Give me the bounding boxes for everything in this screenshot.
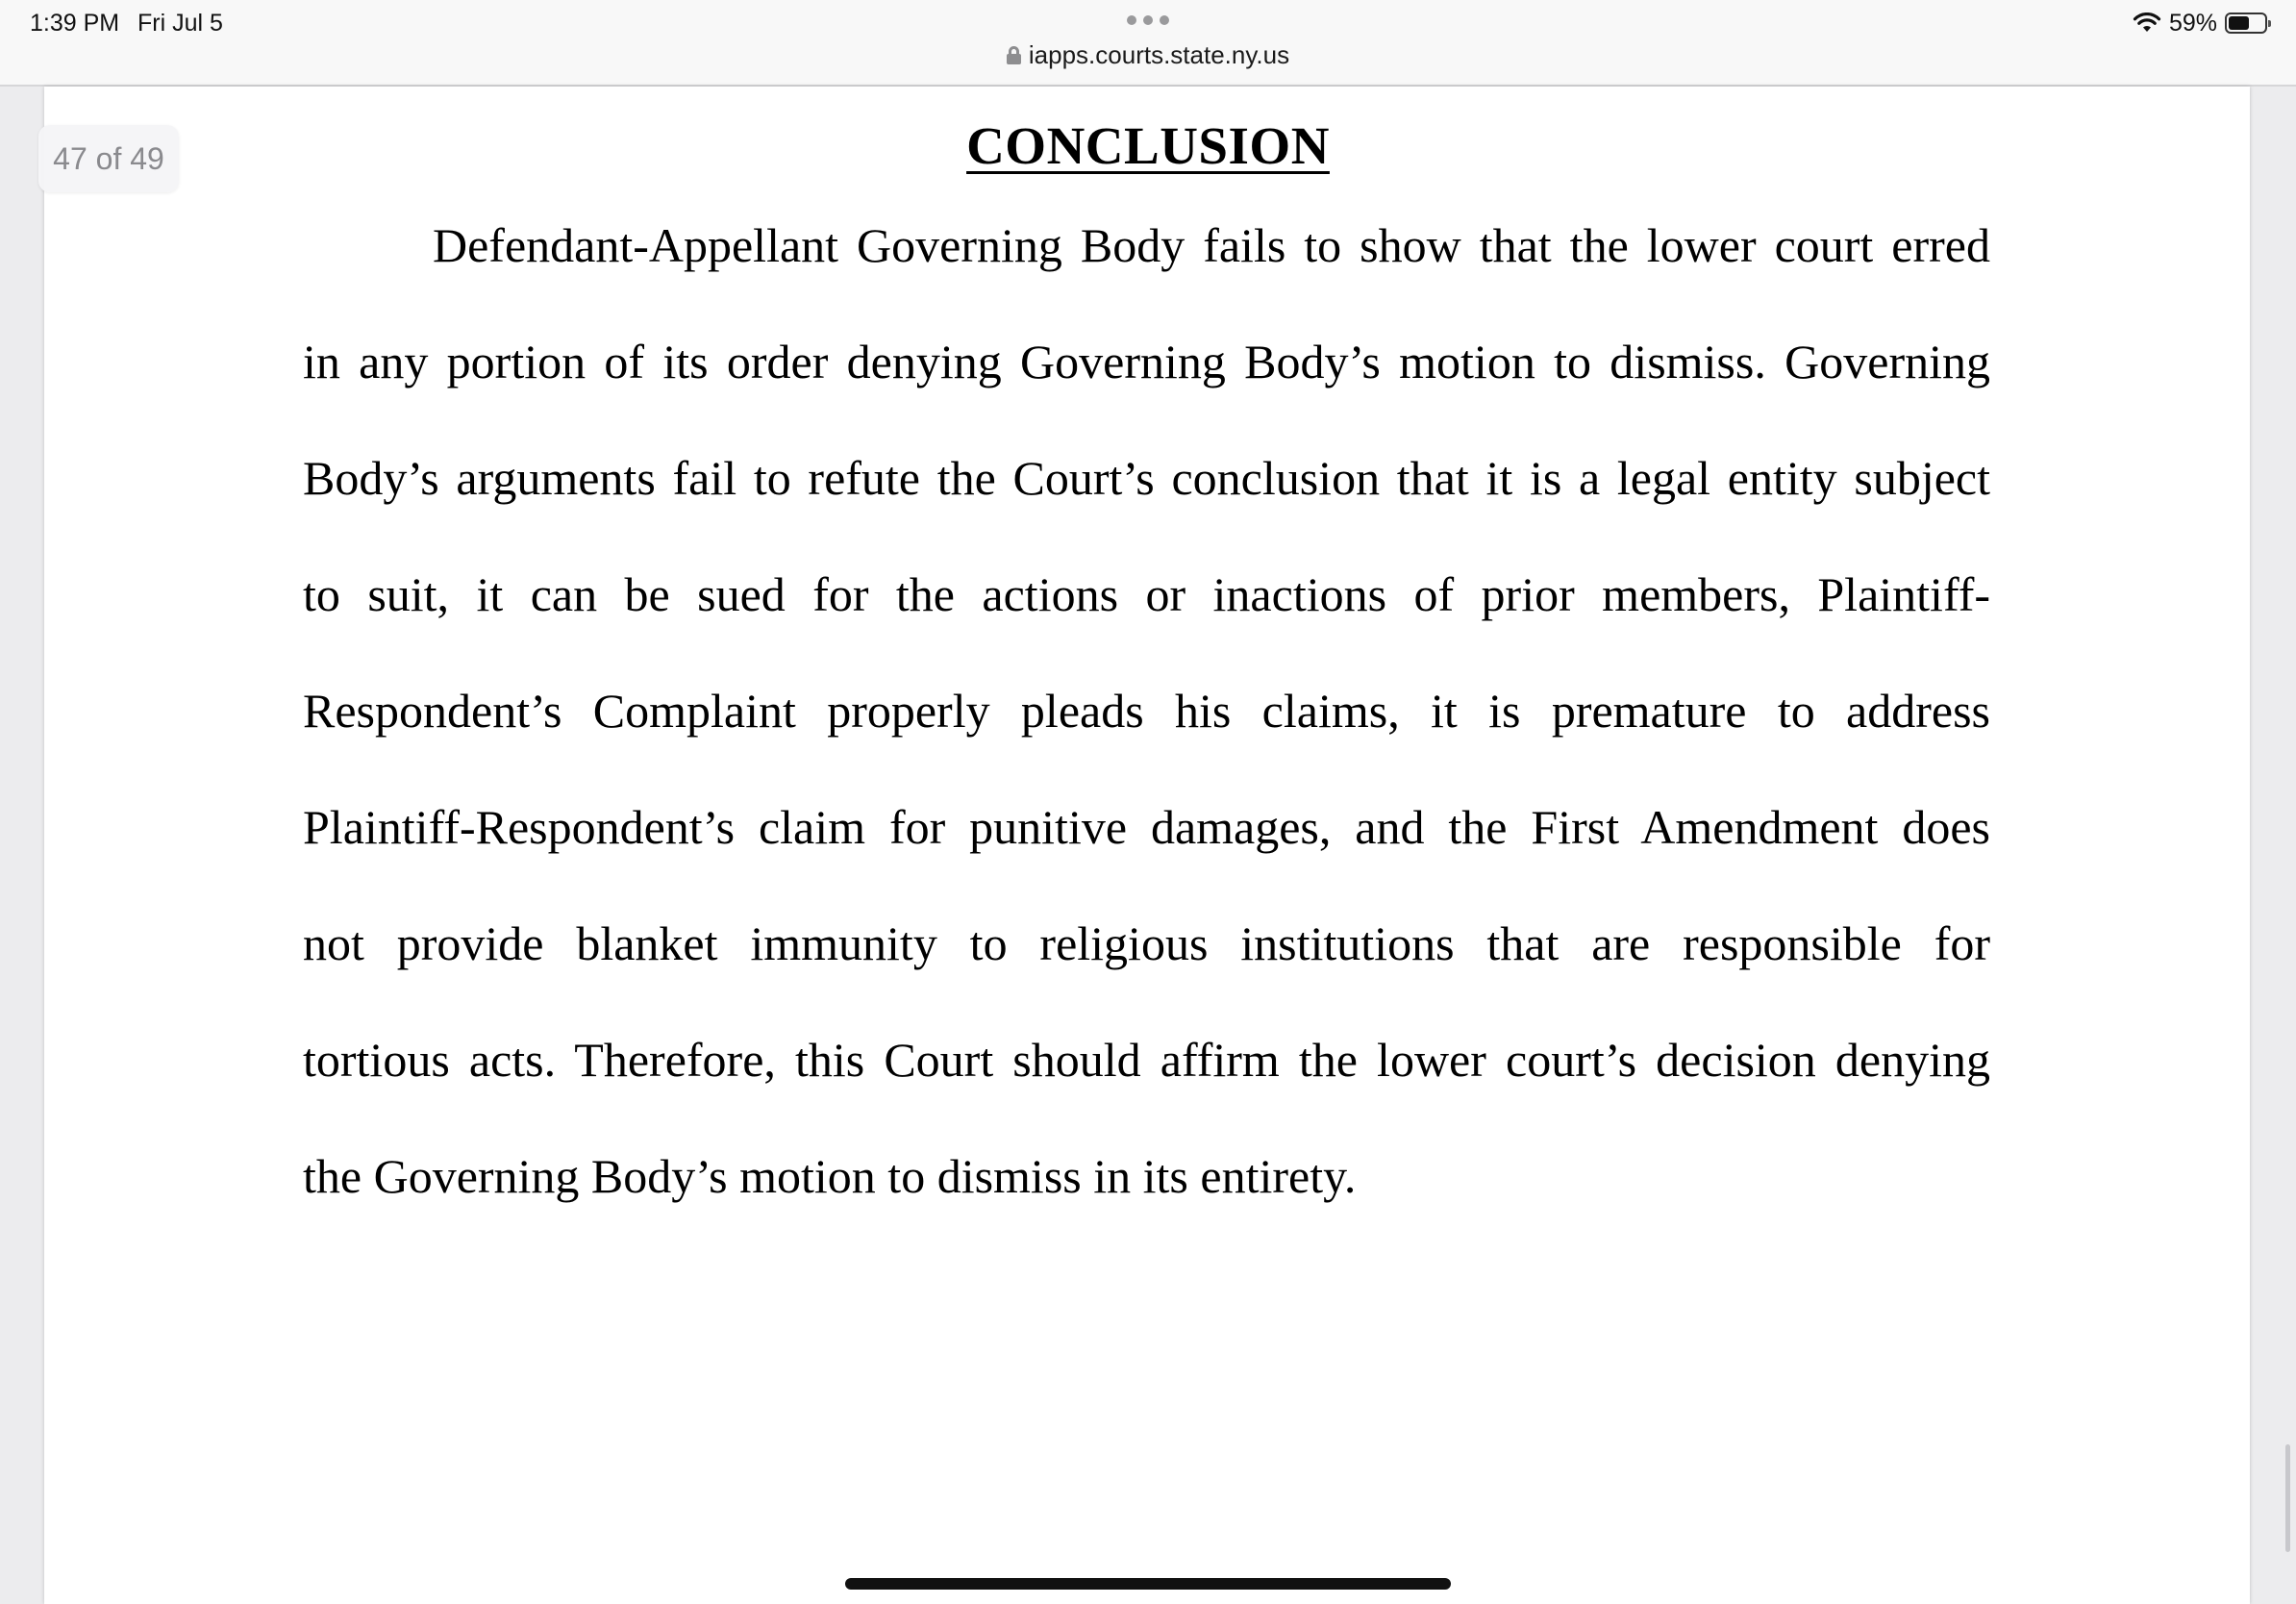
url-text: iapps.courts.state.ny.us (1028, 40, 1290, 69)
page-indicator: 47 of 49 (38, 125, 179, 192)
paragraph-line: tortious acts. Therefore, this Court should affirm the lower court’s decision denying (303, 1033, 1990, 1087)
section-heading-text: CONCLUSION (966, 116, 1330, 175)
status-indicators (2133, 8, 2267, 38)
address-bar[interactable] (0, 40, 2296, 70)
paragraph-line: Body’s arguments fail to refute the Court’s conclusion that it is a legal entity subject (303, 451, 1990, 505)
paragraph-line: Plaintiff-Respondent’s claim for punitive damages, and the First Amendment does (303, 800, 1990, 854)
dot-icon (1160, 15, 1169, 25)
battery-icon (2225, 13, 2267, 34)
dot-icon (1127, 15, 1136, 25)
section-heading (0, 115, 2296, 176)
paragraph-line: in any portion of its order denying Governing Body’s motion to dismiss. Governing (303, 335, 1990, 388)
battery-percent: 59% (2168, 9, 2217, 37)
paragraph-line: Respondent’s Complaint properly pleads his claims, it is premature to address (303, 684, 1990, 738)
paragraph-line: Defendant-Appellant Governing Body fails to show that the lower court erred (433, 218, 1990, 272)
home-indicator[interactable] (845, 1578, 1451, 1590)
paragraph-line: not provide blanket immunity to religious institutions that are responsible for (303, 916, 1990, 970)
lock-icon (1007, 46, 1021, 64)
status-date: Fri Jul 5 (137, 10, 223, 37)
status-and-address-bar (0, 0, 2296, 87)
pdf-viewer[interactable] (0, 87, 2296, 1604)
wifi-icon (2133, 13, 2161, 34)
scroll-indicator[interactable] (2285, 1444, 2290, 1552)
status-time: 1:39 PM (30, 10, 120, 37)
multitasking-dots-icon[interactable] (1127, 15, 1169, 27)
paragraph-line: to suit, it can be sued for the actions or inactions of prior members, Plaintiff- (303, 567, 1990, 621)
paragraph-line: the Governing Body’s motion to dismiss in its entirety. (303, 1149, 1357, 1203)
battery-fill (2229, 16, 2249, 30)
dot-icon (1143, 15, 1153, 25)
